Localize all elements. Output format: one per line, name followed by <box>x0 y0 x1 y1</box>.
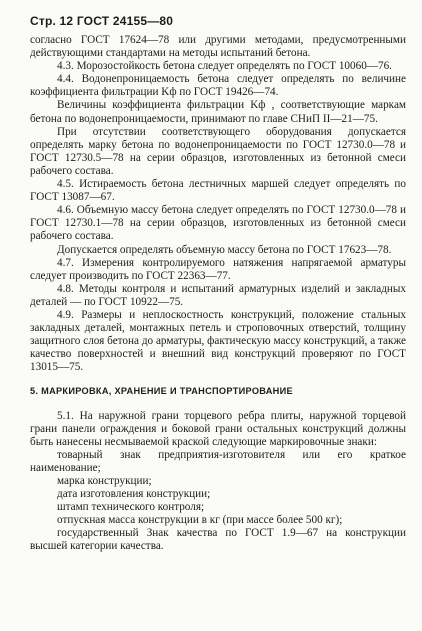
list-item: штамп технического контроля; <box>57 501 205 514</box>
paragraph: При отсутствии соответствующего оборудования допускается определять марку бетона по водонепроницаемости по ГОСТ 12730.0—78 и ГОСТ 12730.5—78 на серии образцов, изготовленных из бетонной смеси рабочего состава. <box>30 125 406 177</box>
paragraph-4-9: 4.9. Размеры и неплоскостность конструкций, положение стальных закладных деталей, монтажных петель и строповочных отверстий, толщину защитного слоя бетона до арматуры, фактическую массу конструкций, а также качество поверхностей и внешний вид конструкций проверяют по ГОСТ 13015—75. <box>30 308 406 374</box>
section-gap <box>30 399 406 410</box>
list-item: товарный знак предприятия-изготовителя или его краткое наименование; <box>30 448 406 474</box>
paragraph: Допускается определять объемную массу бетона по ГОСТ 17623—78. <box>57 243 392 256</box>
list-item: марка конструкции; <box>57 475 152 487</box>
paragraph-4-6: 4.6. Объемную массу бетона следует определять по ГОСТ 12730.0—78 и ГОСТ 12730.1—78 на серии образцов, изготовленных из бетонной смеси рабочего состава. <box>30 204 406 243</box>
paragraph-5-1: 5.1. На наружной грани торцевого ребра плиты, наружной торцевой грани панели ограждения и боковой грани остальных конструкций должны быть нанесены несмываемой краской следующие маркировочные знаки: <box>30 409 406 448</box>
section-gap <box>30 374 406 385</box>
list-item: государственный Знак качества по ГОСТ 1.9—67 на конструкции высшей категории качества. <box>30 527 406 553</box>
section-title: 5. МАРКИРОВКА, ХРАНЕНИЕ И ТРАНСПОРТИРОВАНИЕ <box>30 386 293 397</box>
paragraph-4-7: 4.7. Измерения контролируемого натяжения напрягаемой арматуры следует производить по ГОСТ 22363—77. <box>30 256 406 282</box>
paragraph: Величины коэффициента фильтрации Kф , соответствующие маркам бетона по водонепроницаемости, принимают по главе СНиП II—21—75. <box>30 99 406 125</box>
page-header: Стр. 12 ГОСТ 24155—80 <box>30 14 174 28</box>
paragraph-4-8: 4.8. Методы контроля и испытаний арматурных изделий и закладных деталей — по ГОСТ 10922—75. <box>30 282 406 308</box>
list-item: дата изготовления конструкции; <box>57 488 211 501</box>
paragraph-4-4: 4.4. Водонепроницаемость бетона следует определять по величине коэффициента фильтрации Kф по ГОСТ 19426—74. <box>30 73 406 99</box>
document-body <box>30 34 406 554</box>
paragraph-4-5: 4.5. Истираемость бетона лестничных маршей следует определять по ГОСТ 13087—67. <box>30 178 406 204</box>
paragraph: согласно ГОСТ 17624—78 или другими методами, предусмотренными действующими стандартами на методы испытаний бетона. <box>30 34 406 60</box>
list-item: отпускная масса конструкции в кг (при массе более 500 кг); <box>57 514 343 527</box>
paragraph-4-3: 4.3. Морозостойкость бетона следует определять по ГОСТ 10060—76. <box>57 60 392 73</box>
